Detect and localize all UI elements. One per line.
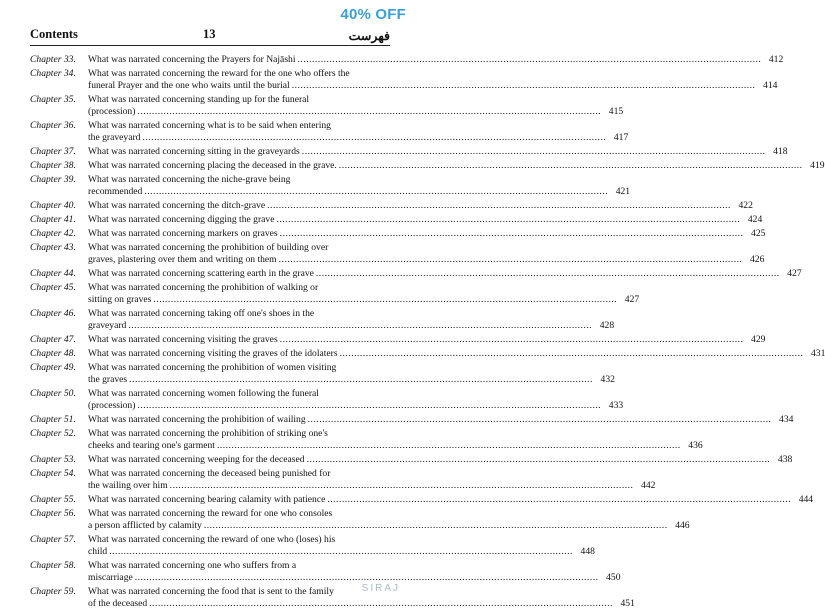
toc-entry [30,68,778,92]
chapter-title-line: What was narrated concerning digging the grave [88,214,275,225]
chapter-title-line: What was narrated concerning what is to be said when entering [88,120,331,131]
page-ref: 428 [599,320,615,331]
dot-leader [340,348,804,360]
chapter-title-line: What was narrated concerning the prohibition of women visiting [88,362,337,373]
toc-entry [30,54,784,66]
dot-leader [339,160,803,172]
chapter-title-line: What was narrated concerning bearing calamity with patience [88,494,326,505]
chapter-title-line: sitting on graves [88,294,152,305]
page-ref: 421 [615,186,631,197]
chapter-title [88,334,765,346]
page-ref: 438 [777,454,793,465]
chapter-title-line: graveyard [88,320,127,331]
chapter-number: Chapter 56. [30,508,76,519]
chapter-number: Chapter 42. [30,228,76,239]
chapter-title [88,146,788,158]
chapter-title-line: the wailing over him [88,480,168,491]
chapter-title-line: What was narrated concerning visiting the graves [88,334,278,345]
page-ref: 415 [608,106,624,117]
page-ref: 433 [608,400,624,411]
dot-leader [307,454,771,466]
dot-leader [142,132,606,144]
toc-entry [30,94,624,118]
chapter-title [88,174,630,198]
chapter-number: Chapter 50. [30,388,76,399]
chapter-title-line: What was narrated concerning the prohibition of striking one's [88,428,328,439]
toc-entry [30,508,690,532]
dot-leader [280,228,744,240]
chapter-title [88,468,655,492]
chapter-title [88,414,793,426]
page-ref: 412 [768,54,784,65]
chapter-number: Chapter 59. [30,586,76,597]
dot-leader [308,414,772,426]
chapter-title-line: (procession) [88,400,136,411]
dot-leader [170,480,634,492]
chapter-title-line: of the deceased [88,598,148,609]
chapter-title-line: What was narrated concerning placing the deceased in the grave. [88,160,337,171]
chapter-number: Chapter 51. [30,414,76,425]
chapter-number: Chapter 52. [30,428,76,439]
dot-leader [204,520,668,532]
chapter-title-line: What was narrated concerning the ditch-grave [88,200,266,211]
toc-entry [30,146,788,158]
chapter-number: Chapter 41. [30,214,76,225]
page-ref: 431 [810,348,825,359]
toc-entry [30,228,766,240]
chapter-title [88,94,623,118]
chapter-number: Chapter 57. [30,534,76,545]
page-ref: 429 [751,334,766,345]
chapter-title-line: What was narrated concerning one who suffers from a [88,560,297,571]
page-header [30,27,390,45]
chapter-number: Chapter 37. [30,146,76,157]
page-ref: 419 [810,160,825,171]
chapter-number: Chapter 34. [30,68,76,79]
toc-entry [30,242,765,266]
chapter-title-line: miscarriage [88,572,133,583]
dot-leader [298,54,762,66]
chapter-title [88,428,703,452]
chapter-title-line: What was narrated concerning sitting in the graveyards [88,146,300,157]
toc-entry [30,494,814,506]
dot-leader [292,80,756,92]
chapter-title [88,508,690,532]
chapter-title-line: What was narrated concerning standing up for the funeral [88,94,310,105]
chapter-title [88,494,813,506]
chapter-title-line: What was narrated concerning weeping for the deceased [88,454,305,465]
chapter-number: Chapter 48. [30,348,76,359]
chapter-number: Chapter 39. [30,174,76,185]
chapter-title-line: What was narrated concerning taking off one's shoes in the [88,308,315,319]
chapter-number: Chapter 46. [30,308,76,319]
chapter-title-line: What was narrated concerning scattering earth in the grave [88,268,314,279]
page-ref: 426 [750,254,765,265]
dot-leader [279,254,743,266]
chapter-title [88,268,802,280]
chapter-title [88,282,639,306]
page-ref: 418 [773,146,788,157]
dot-leader [316,268,780,280]
chapter-title-line: What was narrated concerning the Prayers for Najāshi [88,54,296,65]
chapter-title-line: What was narrated concerning the food that is sent to the family [88,586,334,597]
chapter-title [88,454,792,466]
chapter-title [88,214,762,226]
page-ref: 436 [688,440,703,451]
page-ref: 425 [751,228,766,239]
chapter-title-line: What was narrated concerning markers on graves [88,228,278,239]
toc-entry [30,468,656,492]
page-ref: 451 [620,598,635,609]
chapter-number: Chapter 35. [30,94,76,105]
chapter-number: Chapter 36. [30,120,76,131]
chapter-number: Chapter 44. [30,268,76,279]
page-ref: 417 [613,132,629,143]
chapter-number: Chapter 38. [30,160,76,171]
chapter-title [88,54,783,66]
chapter-title [88,242,764,266]
chapter-title-line: (procession) [88,106,136,117]
chapter-number: Chapter 55. [30,494,76,505]
page-ref: 422 [738,200,753,211]
chapter-title-line: What was narrated concerning women following the funeral [88,388,319,399]
chapter-title-line: the graveyard [88,132,141,143]
chapter-number: Chapter 43. [30,242,76,253]
toc-entry [30,200,753,212]
chapter-title-line: What was narrated concerning visiting the graves of the idolaters [88,348,338,359]
toc-entry [30,268,802,280]
chapter-title [88,348,825,360]
page-ref: 427 [624,294,640,305]
chapter-title [88,120,628,144]
dot-leader [144,186,608,198]
toc-entry [30,174,631,198]
chapter-title-line: What was narrated concerning the reward for one who consoles [88,508,333,519]
page-ref: 448 [580,546,595,557]
chapter-title [88,68,777,92]
dot-leader [149,598,613,610]
chapter-title-line: What was narrated concerning the deceased being punished for [88,468,331,479]
chapter-title [88,200,753,212]
toc-entry [30,334,766,346]
running-head-contents: Contents [30,27,78,41]
chapter-number: Chapter 58. [30,560,76,571]
toc-entry [30,586,635,610]
toc-entry [30,160,825,172]
page-ref: 446 [675,520,690,531]
dot-leader [137,400,601,412]
header-rule [30,45,390,46]
dot-leader [153,294,617,306]
chapter-number: Chapter 54. [30,468,76,479]
page-ref: 424 [747,214,763,225]
page-ref: 434 [779,414,794,425]
dot-leader [217,440,681,452]
dot-leader [280,334,744,346]
page-ref: 414 [763,80,778,91]
page-ref: 432 [600,374,615,385]
dot-leader [327,494,791,506]
chapter-title [88,160,825,172]
chapter-title-line: What was narrated concerning the niche-grave being [88,174,291,185]
dot-leader [128,320,592,332]
toc-entry [30,560,621,584]
chapter-title-line: What was narrated concerning the reward of one who (loses) his [88,534,336,545]
dot-leader [109,546,573,558]
table-of-contents [30,54,825,612]
chapter-number: Chapter 49. [30,362,76,373]
running-head-arabic: فهرست [348,29,390,43]
chapter-title-line: the graves [88,374,128,385]
page-ref: 444 [798,494,814,505]
discount-badge: 40% OFF [340,6,406,23]
chapter-title [88,388,623,412]
watermark-logo: SIRAJ [361,583,400,594]
page-ref: 450 [606,572,621,583]
toc-entry [30,308,615,332]
dot-leader [129,374,593,386]
chapter-number: Chapter 47. [30,334,76,345]
dot-leader [276,214,740,226]
page-ref: 442 [641,480,656,491]
chapter-title-line: What was narrated concerning the prohibition of walking or [88,282,319,293]
chapter-title [88,560,621,584]
page-ref: 427 [787,268,802,279]
chapter-title-line: cheeks and tearing one's garment [88,440,215,451]
chapter-title-line: graves, plastering over them and writing on them [88,254,277,265]
chapter-title [88,362,615,386]
chapter-title-line: What was narrated concerning the reward for the one who offers the [88,68,350,79]
chapter-title-line: What was narrated concerning the prohibition of building over [88,242,329,253]
dot-leader [302,146,766,158]
chapter-number: Chapter 40. [30,200,76,211]
chapter-title-line: What was narrated concerning the prohibition of wailing [88,414,306,425]
chapter-title-line: child [88,546,108,557]
toc-entry [30,428,703,452]
chapter-number: Chapter 53. [30,454,76,465]
chapter-title-line: a person afflicted by calamity [88,520,202,531]
toc-entry [30,214,763,226]
dot-leader [137,106,601,118]
page-number: 13 [203,27,216,41]
toc-entry [30,362,615,386]
chapter-title [88,228,765,240]
toc-entry [30,120,629,144]
chapter-title-line: recommended [88,186,143,197]
chapter-title [88,308,614,332]
chapter-number: Chapter 45. [30,282,76,293]
toc-entry [30,388,624,412]
toc-entry [30,282,640,306]
toc-entry [30,348,825,360]
dot-leader [267,200,731,212]
chapter-title [88,534,595,558]
chapter-title-line: funeral Prayer and the one who waits until the burial [88,80,290,91]
chapter-number: Chapter 33. [30,54,76,65]
toc-entry [30,534,595,558]
toc-entry [30,454,793,466]
toc-entry [30,414,794,426]
